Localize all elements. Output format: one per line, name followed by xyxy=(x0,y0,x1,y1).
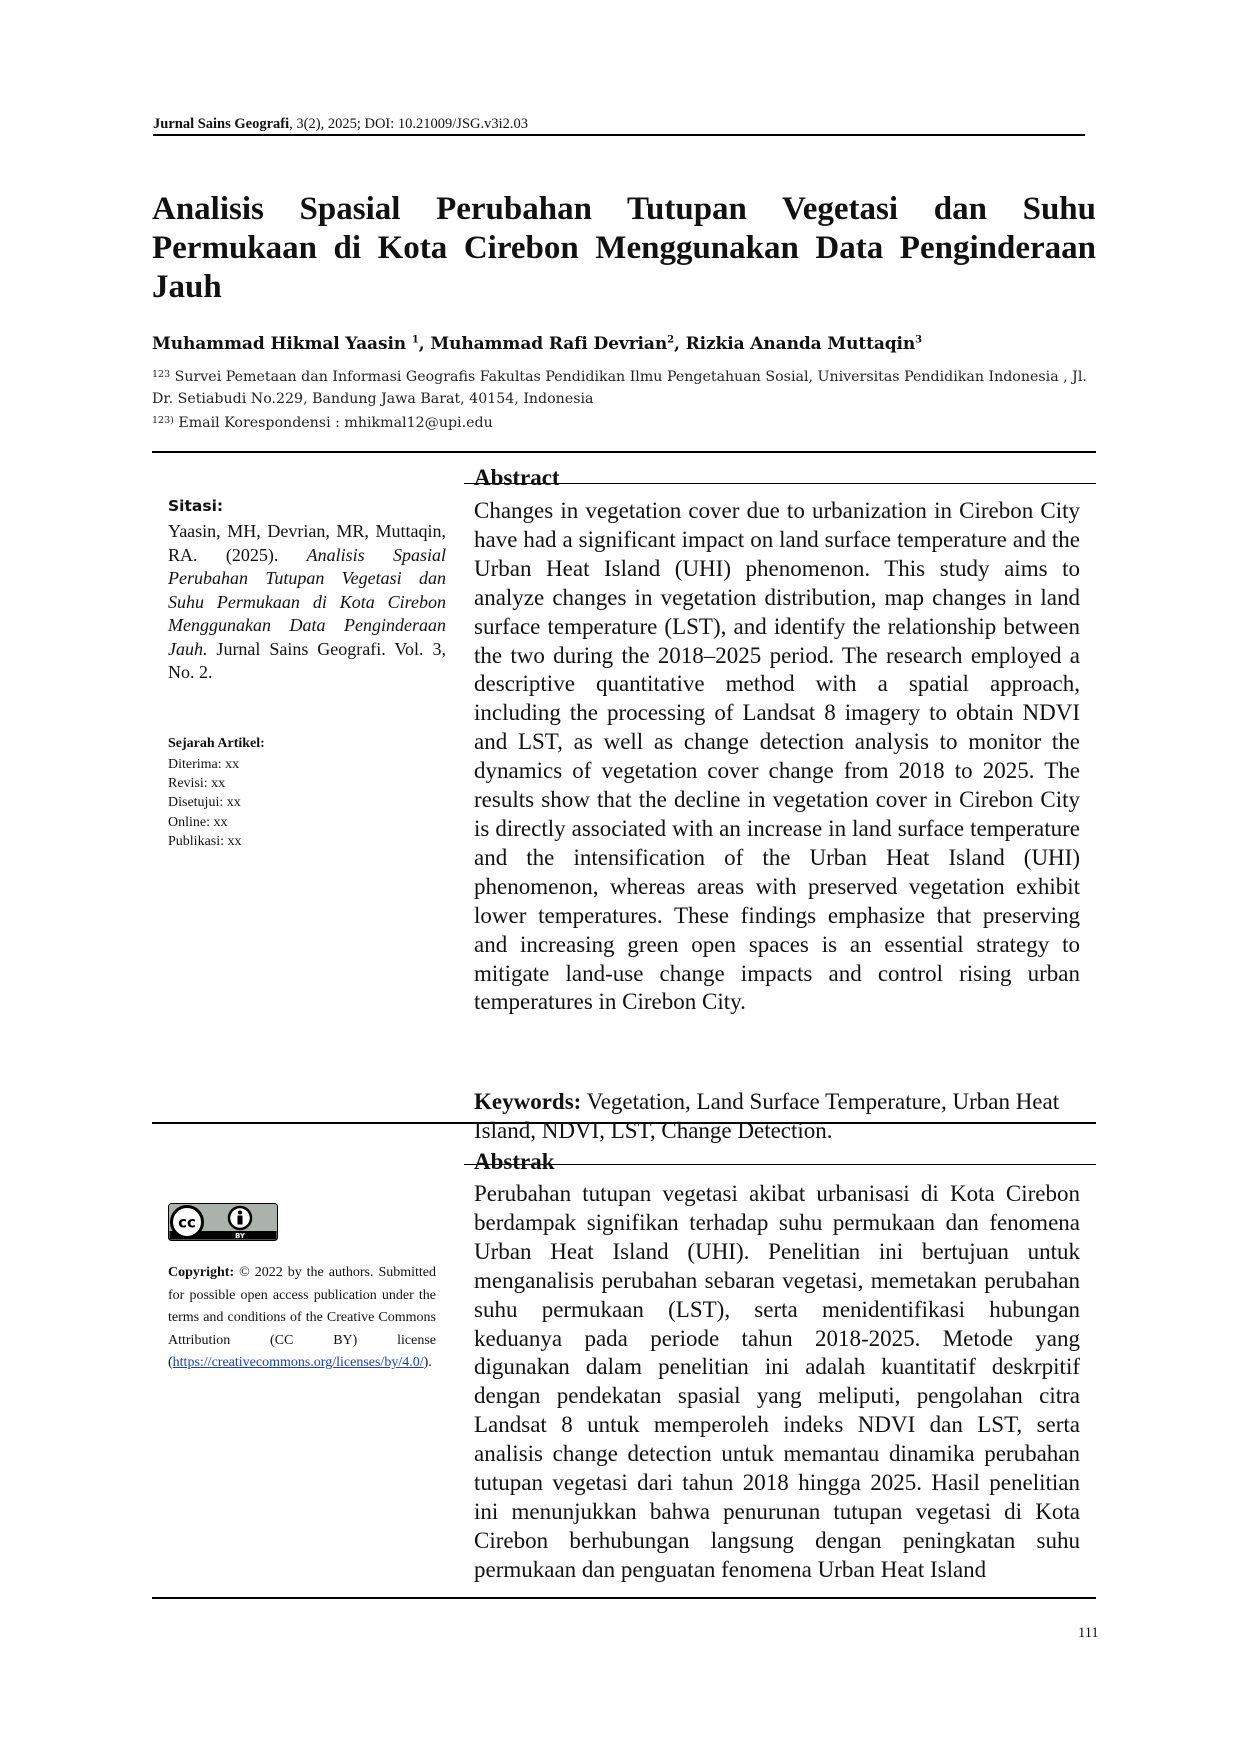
correspondence-email: $^{123)}$ Email Korespondensi : mhikmal12@upi.edu xyxy=(152,415,493,431)
author-list xyxy=(152,334,922,354)
sejarah-label: Sejarah Artikel: xyxy=(168,736,265,751)
svg-text:BY: BY xyxy=(234,1232,246,1240)
paper-title: Analisis Spasial Perubahan Tutupan Vegetasi dan Suhu Permukaan di Kota Cirebon Menggunakan Data Penginderaan Jauh xyxy=(152,191,1096,305)
author-3: Rizkia Ananda Muttaqin$^3$ xyxy=(685,334,923,354)
sitasi-text: Yaasin, MH, Devrian, MR, Muttaqin, RA. (2025). Analisis Spasial Perubahan Tutupan Vegetasi dan Suhu Permukaan di Kota Cirebon Menggunakan Data Penginderaan Jauh. Jurnal Sains Geografi. Vol. 3, No. 2. xyxy=(168,521,446,682)
affiliation xyxy=(152,364,1096,434)
sejarah-list xyxy=(168,755,446,851)
running-header xyxy=(153,116,528,133)
affiliation-address: $^{123}$ Survei Pemetaan dan Informasi Geografis Fakultas Pendidikan Ilmu Pengetahuan Sosial, Universitas Pendidikan Indonesia , Jl. Dr. Setiabudi No.229, Bandung Jawa Barat, 40154, Indonesia xyxy=(152,369,1087,407)
svg-text:cc: cc xyxy=(178,1213,196,1232)
sejarah-revisi: Revisi: xx xyxy=(168,776,226,792)
abstrak-body: Perubahan tutupan vegetasi akibat urbanisasi di Kota Cirebon berdampak signifikan terhadap suhu permukaan dan fenomena Urban Heat Island (UHI). Penelitian ini bertujuan untuk menganalisis perubahan sebaran vegetasi, memetakan perubahan suhu permukaan (LST), serta menidentifikasi hubungan keduanya pada periode tahun 2018-2025. Metode yang digunakan dalam penelitian ini adalah kuantitatif deskrpitif dengan pendekatan spasial yang meliputi, pengolahan citra Landsat 8 untuk memperoleh indeks NDVI dan LST, serta analisis change detection untuk memantau dinamika perubahan tutupan vegetasi dari tahun 2018 hingga 2025. Hasil penelitian ini menunjukkan bahwa penurunan tutupan vegetasi di Kota Cirebon berhubungan langsung dengan peningkatan suhu permukaan dan penguatan fenomena Urban Heat Island xyxy=(474,1181,1080,1582)
keywords-text: Vegetation, Land Surface Temperature, Urban Heat Island, NDVI, LST, Change Detection. xyxy=(474,1089,1060,1143)
table-top-rule xyxy=(152,451,1096,453)
page-number: 111 xyxy=(1078,1625,1099,1641)
sejarah-online: Online: xx xyxy=(168,814,228,830)
copyright-notice: Copyright: © 2022 by the authors. Submitted for possible open access publication under the terms and conditions of the Creative Commons Attribution (CC BY) license (https://creativecommons.org/licenses/by/4.0/). xyxy=(168,1265,436,1370)
header-rule xyxy=(153,134,1085,136)
author-2: Muhammad Rafi Devrian$^2$, xyxy=(430,334,686,354)
journal-name: Jurnal Sains Geografi xyxy=(153,116,290,132)
abstrak-title: Abstrak xyxy=(474,1149,555,1174)
abstract-title: Abstract xyxy=(474,465,560,490)
journal-citation: , 3(2), 2025; DOI: 10.21009/JSG.v3i2.03 xyxy=(289,116,529,132)
sitasi-label: Sitasi: xyxy=(168,497,224,515)
copyright-label: Copyright: xyxy=(168,1265,235,1280)
author-1: Muhammad Hikmal Yaasin $^1$, xyxy=(152,334,431,354)
cc-by-license-icon[interactable] xyxy=(168,1203,278,1241)
abstract-body: Changes in vegetation cover due to urbanization in Cirebon City have had a significant impact on land surface temperature and the Urban Heat Island (UHI) phenomenon. This study aims to analyze changes in vegetation distribution, map changes in land surface temperature (LST), and identify the relationship between the two during the 2018–2025 period. The research employed a descriptive quantitative method with a spatial approach, including the processing of Landsat 8 imagery to obtain NDVI and LST, as well as change detection analysis to monitor the dynamics of vegetation cover change from 2018 to 2025. The results show that the decline in vegetation cover in Cirebon City is directly associated with an increase in land surface temperature and the intensification of the Urban Heat Island (UHI) phenomenon, whereas areas with preserved vegetation exhibit lower temperatures. These findings emphasize that preserving and increasing green open spaces is an essential strategy to mitigate land-use change impacts and control rising urban temperatures in Cirebon City. xyxy=(474,498,1080,1015)
keywords xyxy=(474,1087,1080,1145)
sejarah-diterima: Diterima: xx xyxy=(168,757,240,772)
keywords-label: Keywords: xyxy=(474,1089,582,1114)
license-link[interactable]: https://creativecommons.org/licenses/by/4.0/ xyxy=(172,1355,424,1370)
table-bottom-rule xyxy=(152,1597,1096,1599)
sejarah-disetujui: Disetujui: xx xyxy=(168,795,241,811)
sejarah-publikasi: Publikasi: xx xyxy=(168,833,242,849)
